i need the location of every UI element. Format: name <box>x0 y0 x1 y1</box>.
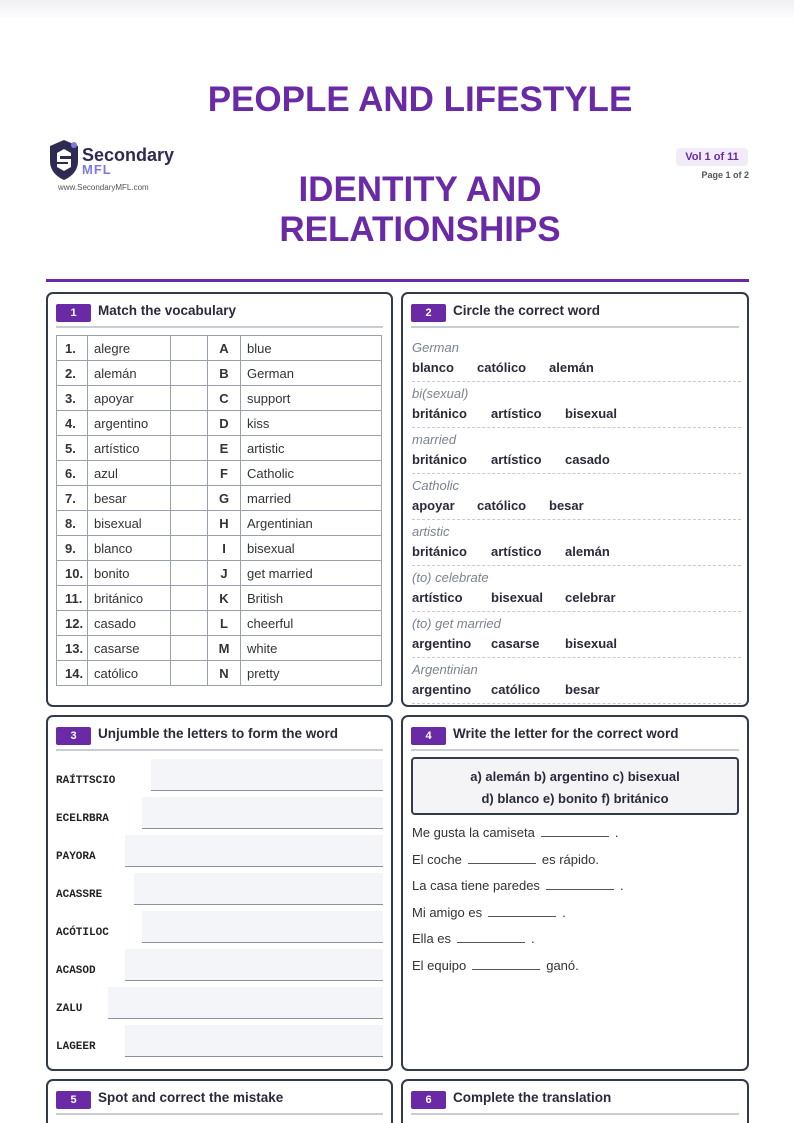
spanish-word: bonito <box>88 561 171 586</box>
section-number: 5 <box>56 1091 91 1109</box>
vocab-table <box>56 335 382 686</box>
anagram-row <box>56 911 383 945</box>
word-option[interactable]: británico <box>412 406 467 421</box>
match-letter: C <box>208 386 241 411</box>
row-number: 6. <box>57 461 88 486</box>
section-5-header <box>56 1089 383 1115</box>
section-title: Spot and correct the mistake <box>98 1090 284 1105</box>
word-option[interactable]: celebrar <box>565 590 616 605</box>
anagram-row <box>56 1025 383 1059</box>
shield-logo-icon <box>48 139 80 181</box>
match-letter: M <box>208 636 241 661</box>
circle-question <box>412 336 741 382</box>
answer-cell[interactable] <box>171 386 208 411</box>
english-word: Argentinian <box>241 511 382 536</box>
english-word: married <box>241 486 382 511</box>
vocab-row <box>57 436 382 461</box>
scrambled-word: ECELRBRA <box>56 813 109 825</box>
question-prompt: Argentinian <box>412 662 478 677</box>
section-1-panel <box>46 292 393 707</box>
english-word: pretty <box>241 661 382 686</box>
vocab-row <box>57 611 382 636</box>
anagram-row <box>56 873 383 907</box>
section-title: Circle the correct word <box>453 303 601 318</box>
page-title: PEOPLE AND LIFESTYLE <box>207 80 633 119</box>
sentence-start: Me gusta la camiseta <box>412 825 535 840</box>
word-option[interactable]: bisexual <box>565 406 618 421</box>
word-option[interactable]: artístico <box>491 452 542 467</box>
answer-cell[interactable] <box>171 561 208 586</box>
circle-question <box>412 382 741 428</box>
word-option[interactable]: católico <box>477 360 527 375</box>
fill-sentence <box>412 852 599 867</box>
row-number: 8. <box>57 511 88 536</box>
answer-cell[interactable] <box>171 461 208 486</box>
section-title: Complete the translation <box>453 1090 612 1105</box>
section-6-header <box>411 1089 739 1115</box>
answer-cell[interactable] <box>171 436 208 461</box>
answer-cell[interactable] <box>171 486 208 511</box>
circle-question <box>412 520 741 566</box>
subtitle-line-2: RELATIONSHIPS <box>279 210 561 249</box>
match-letter: J <box>208 561 241 586</box>
sentence-end: . <box>531 931 535 946</box>
english-word: cheerful <box>241 611 382 636</box>
match-letter: K <box>208 586 241 611</box>
answer-cell[interactable] <box>171 536 208 561</box>
word-bank <box>411 757 739 815</box>
row-number: 10. <box>57 561 88 586</box>
english-word: get married <box>241 561 382 586</box>
vocab-row <box>57 536 382 561</box>
anagram-row <box>56 759 383 793</box>
spanish-word: artístico <box>88 436 171 461</box>
scrambled-word: ACASSRE <box>56 889 103 901</box>
circle-question <box>412 566 741 612</box>
english-word: artistic <box>241 436 382 461</box>
row-number: 14. <box>57 661 88 686</box>
spanish-word: besar <box>88 486 171 511</box>
vocab-row <box>57 511 382 536</box>
answer-blank[interactable] <box>457 933 525 943</box>
match-letter: B <box>208 361 241 386</box>
section-title: Unjumble the letters to form the word <box>98 726 339 741</box>
section-number: 6 <box>411 1091 446 1109</box>
answer-cell[interactable] <box>171 636 208 661</box>
word-option[interactable]: católico <box>477 498 527 513</box>
subtitle-line-1: IDENTITY AND <box>298 170 542 209</box>
section-number: 2 <box>411 304 446 322</box>
english-word: British <box>241 586 382 611</box>
fill-sentence <box>412 958 579 973</box>
spanish-word: alemán <box>88 361 171 386</box>
vocab-row <box>57 586 382 611</box>
word-option[interactable]: bisexual <box>491 590 544 605</box>
question-prompt: artistic <box>412 524 450 539</box>
scrambled-word: ACASOD <box>56 965 96 977</box>
sentence-start: Ella es <box>412 931 452 946</box>
word-option[interactable]: alemán <box>549 360 594 375</box>
sentence-start: Mi amigo es <box>412 904 483 920</box>
circle-question <box>412 658 741 704</box>
header-divider <box>46 279 749 282</box>
match-letter: H <box>208 511 241 536</box>
word-option[interactable]: artístico <box>491 406 542 421</box>
word-option[interactable]: apoyar <box>412 498 455 513</box>
sentence-start: El equipo <box>412 957 467 973</box>
answer-cell[interactable] <box>171 586 208 611</box>
word-option[interactable]: casado <box>565 452 610 467</box>
vocab-row <box>57 636 382 661</box>
row-number: 7. <box>57 486 88 511</box>
word-option[interactable]: artístico <box>491 544 542 559</box>
word-option[interactable]: blanco <box>412 360 454 375</box>
row-number: 9. <box>57 536 88 561</box>
answer-cell[interactable] <box>171 336 208 361</box>
page-number: Page 1 of 2 <box>701 170 749 180</box>
anagram-row <box>56 797 383 831</box>
sentence-end: es rápido. <box>541 851 599 867</box>
spanish-word: apoyar <box>88 386 171 411</box>
sentence-start: La casa tiene paredes <box>412 878 540 893</box>
match-letter: N <box>208 661 241 686</box>
answer-blank[interactable] <box>472 960 540 970</box>
fill-sentence <box>412 905 566 920</box>
vocab-row <box>57 486 382 511</box>
anagram-row <box>56 949 383 983</box>
answer-blank[interactable] <box>468 854 536 864</box>
word-option[interactable]: besar <box>565 682 600 697</box>
answer-input[interactable] <box>134 873 384 905</box>
scrambled-word: PAYORA <box>56 851 96 863</box>
anagram-row <box>56 835 383 869</box>
scrambled-word: ACÓTILOC <box>56 927 109 939</box>
vocab-row <box>57 411 382 436</box>
answer-cell[interactable] <box>171 511 208 536</box>
scrambled-word: LAGEER <box>56 1041 96 1053</box>
word-option[interactable]: católico <box>491 682 541 697</box>
spanish-word: bisexual <box>88 511 171 536</box>
match-letter: D <box>208 411 241 436</box>
word-option[interactable]: artístico <box>412 590 463 605</box>
answer-cell[interactable] <box>171 611 208 636</box>
answer-input[interactable] <box>125 949 383 981</box>
answer-input[interactable] <box>125 1025 383 1057</box>
word-option[interactable]: británico <box>412 452 467 467</box>
row-number: 11. <box>57 586 88 611</box>
row-number: 3. <box>57 386 88 411</box>
answer-cell[interactable] <box>171 661 208 686</box>
volume-badge: Vol 1 of 11 <box>676 148 748 166</box>
section-4-header <box>411 725 739 751</box>
section-title: Match the vocabulary <box>98 303 237 318</box>
row-number: 13. <box>57 636 88 661</box>
english-word: support <box>241 386 382 411</box>
english-word: German <box>241 361 382 386</box>
fill-sentence <box>412 878 624 893</box>
answer-blank[interactable] <box>546 880 614 890</box>
question-prompt: Catholic <box>412 478 459 493</box>
section-number: 3 <box>56 727 91 745</box>
match-letter: A <box>208 336 241 361</box>
spanish-word: casarse <box>88 636 171 661</box>
circle-question <box>412 474 741 520</box>
english-word: kiss <box>241 411 382 436</box>
word-option[interactable]: bisexual <box>565 636 618 651</box>
section-5-panel <box>46 1079 393 1123</box>
match-letter: I <box>208 536 241 561</box>
spanish-word: católico <box>88 661 171 686</box>
vocab-row <box>57 561 382 586</box>
word-option[interactable]: argentino <box>412 682 472 697</box>
page-top-shadow <box>0 0 794 20</box>
question-prompt: bi(sexual) <box>412 386 469 401</box>
english-word: Catholic <box>241 461 382 486</box>
english-word: bisexual <box>241 536 382 561</box>
match-letter: F <box>208 461 241 486</box>
answer-input[interactable] <box>142 797 383 829</box>
word-option[interactable]: británico <box>412 544 467 559</box>
match-letter: L <box>208 611 241 636</box>
question-prompt: (to) celebrate <box>412 570 489 585</box>
answer-blank[interactable] <box>541 827 609 837</box>
spanish-word: casado <box>88 611 171 636</box>
answer-blank[interactable] <box>488 907 556 917</box>
spanish-word: azul <box>88 461 171 486</box>
spanish-word: británico <box>88 586 171 611</box>
section-2-panel <box>401 292 749 707</box>
section-3-header <box>56 725 383 751</box>
answer-input[interactable] <box>108 987 383 1019</box>
sentence-start: El coche <box>412 851 462 867</box>
spanish-word: alegre <box>88 336 171 361</box>
scrambled-word: RAÍTTSCIO <box>56 775 116 787</box>
logo-text-secondary: Secondary <box>82 145 175 165</box>
logo-text-mfl: MFL <box>82 162 112 177</box>
answer-cell[interactable] <box>171 361 208 386</box>
anagram-row <box>56 987 383 1021</box>
question-prompt: German <box>412 340 459 355</box>
question-prompt: (to) get married <box>412 616 501 631</box>
answer-input[interactable] <box>151 759 384 791</box>
logo-url: www.SecondaryMFL.com <box>58 183 149 192</box>
vocab-row <box>57 461 382 486</box>
section-number: 4 <box>411 727 446 745</box>
sentence-end: . <box>619 878 624 893</box>
spanish-word: argentino <box>88 411 171 436</box>
vocab-row <box>57 386 382 411</box>
sentence-end: . <box>614 825 619 840</box>
word-option[interactable]: besar <box>549 498 584 513</box>
section-3-panel <box>46 715 393 1071</box>
sentence-end: . <box>562 904 566 920</box>
answer-input[interactable] <box>142 911 383 943</box>
fill-sentence <box>412 825 618 840</box>
word-option[interactable]: argentino <box>412 636 472 651</box>
english-word: blue <box>241 336 382 361</box>
word-bank-line-2: d) blanco e) bonito f) británico <box>481 791 669 806</box>
match-letter: E <box>208 436 241 461</box>
answer-input[interactable] <box>125 835 383 867</box>
word-bank-line-1: a) alemán b) argentino c) bisexual <box>470 769 680 784</box>
row-number: 2. <box>57 361 88 386</box>
circle-question <box>412 612 741 658</box>
section-2-header <box>411 302 739 328</box>
scrambled-word: ZALU <box>56 1003 83 1015</box>
answer-cell[interactable] <box>171 411 208 436</box>
section-title: Write the letter for the correct word <box>453 726 679 741</box>
vocab-row <box>57 661 382 686</box>
sentence-end: ganó. <box>546 957 579 973</box>
secondary-mfl-logo <box>48 137 178 197</box>
fill-sentence <box>412 931 535 946</box>
row-number: 5. <box>57 436 88 461</box>
section-1-header <box>56 302 383 328</box>
row-number: 1. <box>57 336 88 361</box>
english-word: white <box>241 636 382 661</box>
circle-question <box>412 428 741 474</box>
row-number: 12. <box>57 611 88 636</box>
word-option[interactable]: casarse <box>491 636 540 651</box>
spanish-word: blanco <box>88 536 171 561</box>
match-letter: G <box>208 486 241 511</box>
word-option[interactable]: alemán <box>565 544 610 559</box>
section-number: 1 <box>56 304 91 322</box>
section-4-panel <box>401 715 749 1071</box>
question-prompt: married <box>412 432 457 447</box>
row-number: 4. <box>57 411 88 436</box>
vocab-row <box>57 336 382 361</box>
section-6-panel <box>401 1079 749 1123</box>
vocab-row <box>57 361 382 386</box>
